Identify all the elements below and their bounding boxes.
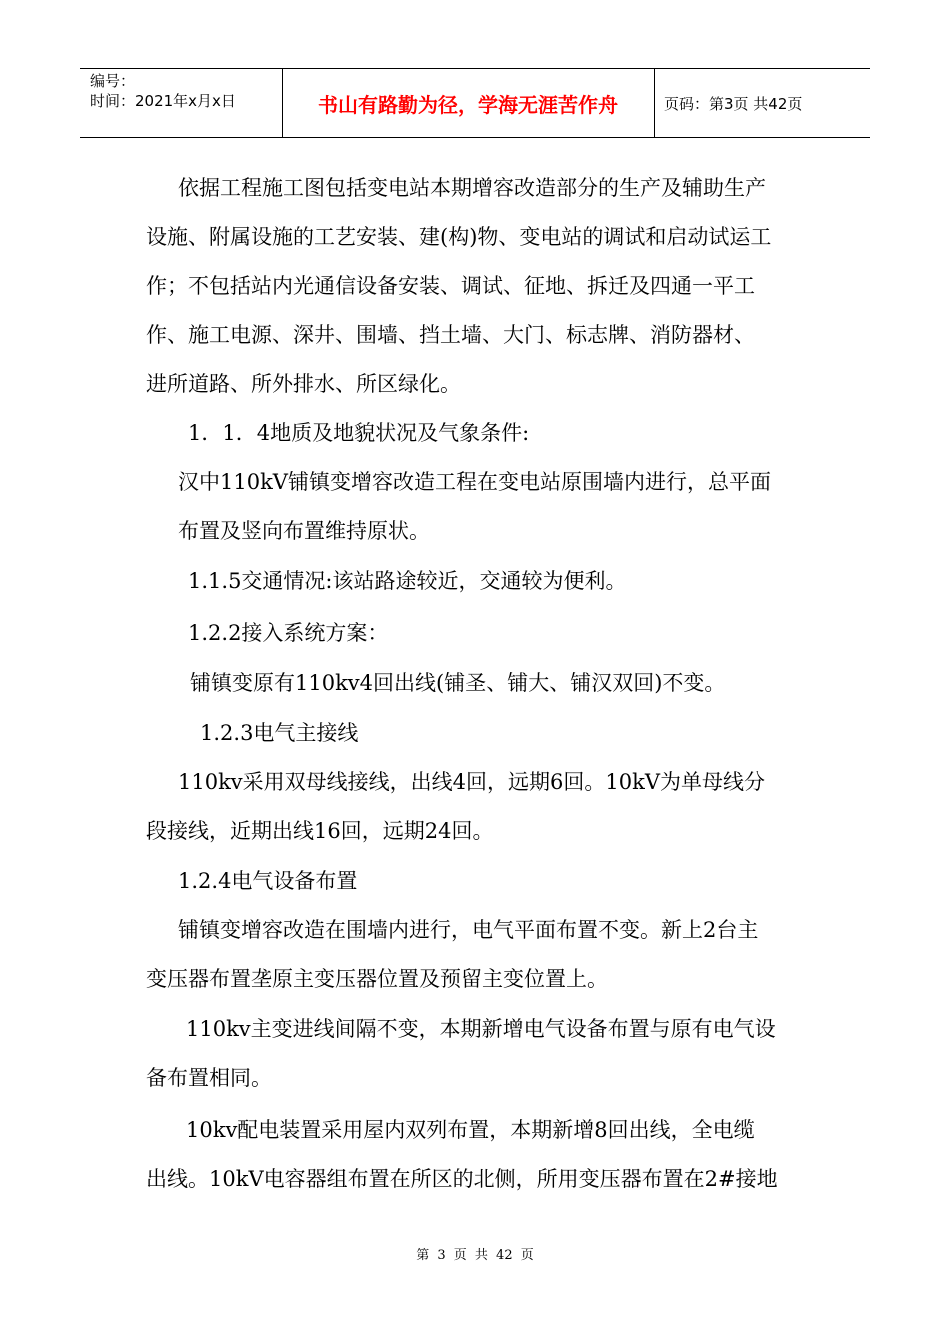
section-heading: 1.2.4电气设备布置 — [178, 869, 358, 893]
body-line: 铺镇变原有110kv4回出线(铺圣、铺大、铺汉双回)不变。 — [190, 671, 726, 695]
header-page-info: 页码：第3页 共42页 — [664, 94, 803, 113]
section-heading: 1.1.5交通情况:该站路途较近，交通较为便利。 — [188, 569, 627, 593]
body-line: 变压器布置垄原主变压器位置及预留主变位置上。 — [146, 967, 608, 991]
body-line: 进所道路、所外排水、所区绿化。 — [146, 372, 461, 396]
header-divider — [654, 69, 655, 137]
body-line: 作、施工电源、深井、围墙、挡土墙、大门、标志牌、消防器材、 — [146, 323, 755, 347]
body-line: 备布置相同。 — [146, 1066, 272, 1090]
date-text: 时间：2021年x月x日 — [90, 92, 236, 110]
body-line: 依据工程施工图包括变电站本期增容改造部分的生产及辅助生产 — [178, 176, 766, 200]
body-line: 作；不包括站内光通信设备安装、调试、征地、拆迁及四通一平工 — [146, 274, 755, 298]
body-line: 110kv采用双母线接线，出线4回，远期6回。10kV为单母线分 — [178, 770, 766, 794]
body-line: 汉中110kV铺镇变增容改造工程在变电站原围墙内进行，总平面 — [178, 470, 771, 494]
header-meta — [90, 71, 280, 111]
body-line: 设施、附属设施的工艺安装、建(构)物、变电站的调试和启动试运工 — [146, 225, 772, 249]
serial-label: 编号： — [90, 72, 136, 90]
header-motto: 书山有路勤为径，学海无涯苦作舟 — [318, 92, 618, 117]
body-line: 布置及竖向布置维持原状。 — [178, 519, 430, 543]
body-line: 出线。10kV电容器组布置在所区的北侧，所用变压器布置在2#接地 — [146, 1167, 778, 1191]
body-line: 段接线，近期出线16回，远期24回。 — [146, 819, 494, 843]
section-heading: 1.2.3电气主接线 — [200, 721, 359, 745]
page-footer: 第 3 页 共 42 页 — [416, 1248, 534, 1263]
body-line: 110kv主变进线间隔不变，本期新增电气设备布置与原有电气设 — [186, 1017, 776, 1041]
section-heading: 1.2.2接入系统方案： — [188, 621, 389, 645]
section-heading: 1．1．4地质及地貌状况及气象条件: — [188, 421, 530, 445]
body-line: 10kv配电装置采用屋内双列布置，本期新增8回出线，全电缆 — [186, 1118, 755, 1142]
body-line: 铺镇变增容改造在围墙内进行，电气平面布置不变。新上2台主 — [178, 918, 759, 942]
page-header — [80, 68, 870, 138]
